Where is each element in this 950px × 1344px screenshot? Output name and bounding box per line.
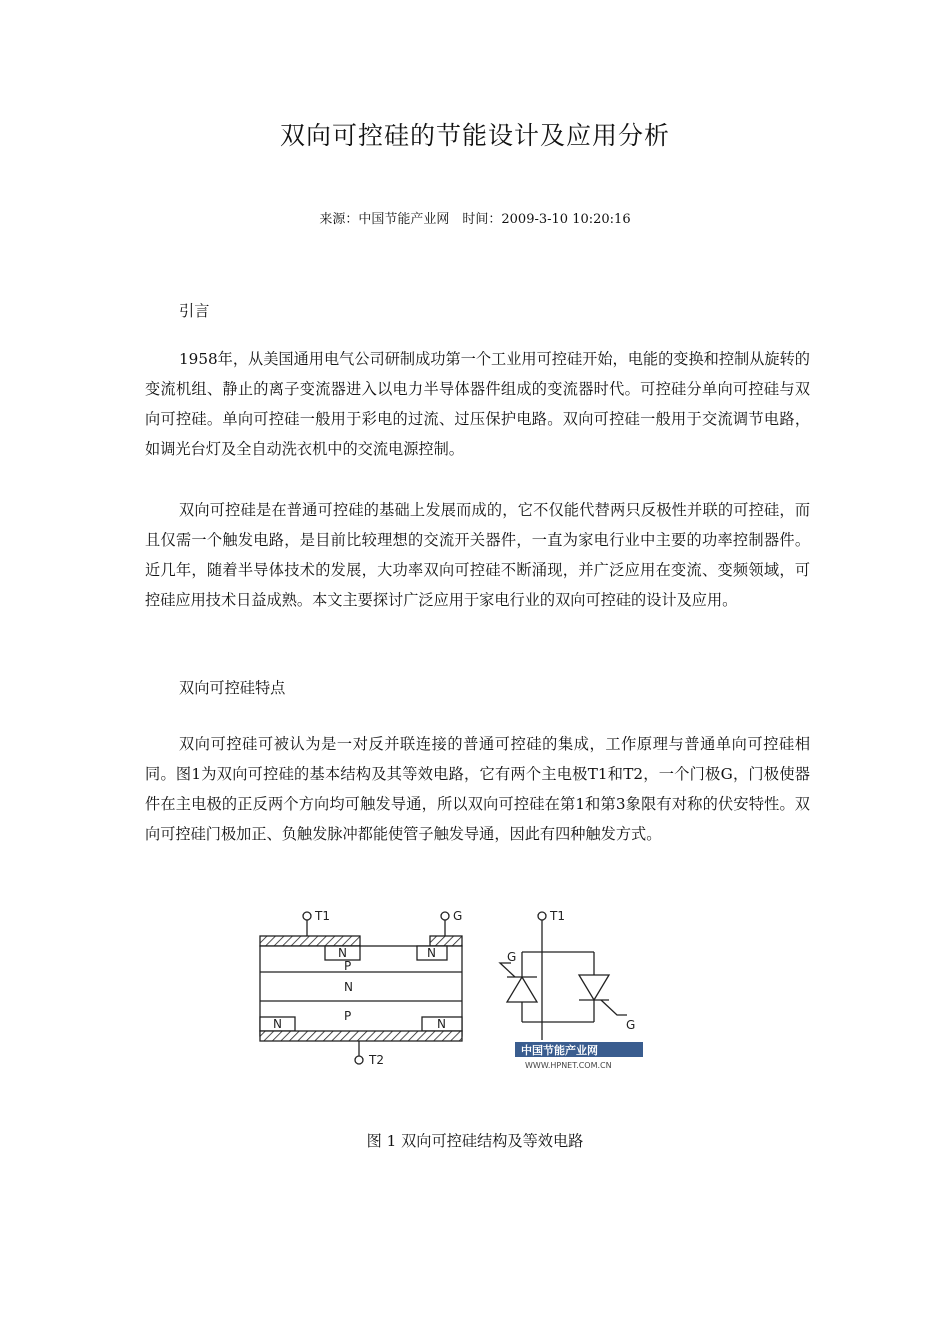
thyristor-right <box>579 975 609 1000</box>
label-p-bottom: P <box>344 1009 352 1023</box>
gate-lead-left <box>500 963 515 977</box>
label-p-top: P <box>344 959 352 973</box>
label-g-lower: G <box>626 1018 636 1032</box>
source-meta: 来源：中国节能产业网 时间：2009-3-10 10:20:16 <box>319 212 631 227</box>
watermark-brand: 中国节能产业网 <box>521 1044 598 1057</box>
page-title: 双向可控硅的节能设计及应用分析 <box>279 121 670 150</box>
terminal-t1-top <box>303 912 311 920</box>
label-n-top-left: N <box>338 946 347 960</box>
terminal-t1-right <box>538 912 546 920</box>
gate-lead-right <box>601 1000 627 1015</box>
terminal-g <box>441 912 449 920</box>
label-t2: T2 <box>369 1053 384 1067</box>
figure-caption: 图 1 双向可控硅结构及等效电路 <box>366 1132 584 1150</box>
watermark-url: WWW.HPNET.COM.CN <box>525 1061 612 1070</box>
paragraph-1: 1958年，从美国通用电气公司研制成功第一个工业用可控硅开始，电能的变换和控制从旋转的变流机组、静止的离子变流器进入以电力半导体器件组成的变流器时代。可控硅分单向可控硅与双向可控硅。单向可控硅一般用于彩电的过流、过压保护电路。双向可控硅一般用于交流调节电路，如调光台灯及全自动洗衣机中的交流电源控制。 <box>145 350 810 458</box>
label-n-bottom-left: N <box>273 1017 282 1031</box>
label-t1-right: T1 <box>550 909 565 923</box>
paragraph-2: 双向可控硅是在普通可控硅的基础上发展而成的，它不仅能代替两只反极性并联的可控硅，而且仅需一个触发电路，是目前比较理想的交流开关器件，一直为家电行业中主要的功率控制器件。近几年，随着半导体技术的发展，大功率双向可控硅不断涌现，并广泛应用在变流、变频领域，可控硅应用技术日益成熟。本文主要探讨广泛应用于家电行业的双向可控硅的设计及应用。 <box>145 501 810 609</box>
section-heading-features: 双向可控硅特点 <box>179 679 286 697</box>
metal-contact-t1 <box>260 936 360 946</box>
terminal-t2 <box>355 1056 363 1064</box>
label-t1-left: T1 <box>315 909 330 923</box>
paragraph-3: 双向可控硅可被认为是一对反并联连接的普通可控硅的集成，工作原理与普通单向可控硅相同。图1为双向可控硅的基本结构及其等效电路，它有两个主电极T1和T2，一个门极G，门极使器件在主电极的正反两个方向均可触发导通，所以双向可控硅在第1和第3象限有对称的伏安特性。双向可控硅门极加正、负触发脉冲都能使管子触发导通，因此有四种触发方式。 <box>145 735 810 843</box>
label-g-left: G <box>453 909 463 923</box>
triac-structure-figure <box>255 905 650 1080</box>
equivalent-circuit <box>500 912 627 1040</box>
thyristor-left <box>507 977 537 1002</box>
label-n-middle: N <box>344 980 353 994</box>
metal-contact-t2 <box>260 1031 462 1041</box>
section-heading-intro: 引言 <box>179 302 210 320</box>
metal-contact-g <box>430 936 462 946</box>
label-n-top-right: N <box>427 946 436 960</box>
label-g-upper: G <box>507 950 517 964</box>
label-n-bottom-right: N <box>437 1017 446 1031</box>
structure-diagram <box>260 912 462 1064</box>
